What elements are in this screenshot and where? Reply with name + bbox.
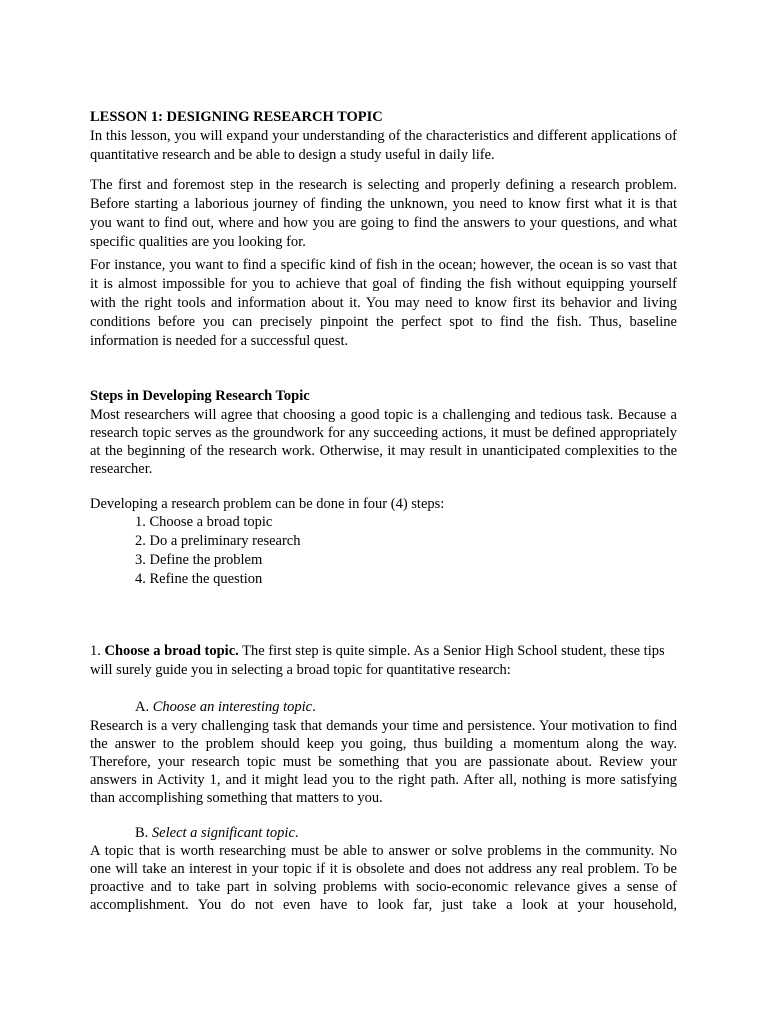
tip-a-letter: A.: [135, 699, 150, 715]
lesson-intro: In this lesson, you will expand your understanding of the characteristics and different applications of quantitative research and be able to design a study useful in daily life.: [90, 128, 677, 163]
tip-b-title: Select a significant topic: [151, 825, 295, 841]
step1-paragraph: [90, 642, 677, 680]
step1-text: The first step is quite simple. As a Senior High School student, these tips will surely guide you in selecting a broad topic for quantitative research:: [90, 643, 665, 678]
steps-intro-paragraph: Most researchers will agree that choosing a good topic is a challenging and tedious task. Because a research topic serves as the groundwork for any succeeding actions, it must be defined appropriately at the beginning of the research work. Otherwise, it may result in unanticipated complexities to the researcher.: [90, 407, 677, 477]
paragraph-research-problem: The first and foremost step in the research is selecting and properly defining a research problem. Before starting a laborious journey of finding the unknown, you need to know first what it is that you want to find out, where and how you are going to find the answers to your questions, and what specific qualities are you looking for.: [90, 177, 677, 250]
list-item: 1. Choose a broad topic: [135, 514, 273, 530]
tip-a-heading: A. Choose an interesting topic.: [135, 699, 316, 715]
lesson-title: LESSON 1: DESIGNING RESEARCH TOPIC: [90, 109, 383, 125]
tip-b-body: A topic that is worth researching must be able to answer or solve problems in the community. No one will take an interest in your topic if it is obsolete and does not address any real problem. To be proactive and to take part in solving problems with socio-economic relevance gives a sense of accomplishment. You do not even have to look far, just take a look at your household,: [90, 843, 677, 913]
steps-list-intro: Developing a research problem can be done in four (4) steps:: [90, 496, 445, 512]
paragraph-fish-analogy: For instance, you want to find a specific kind of fish in the ocean; however, the ocean is so vast that it is almost impossible for you to achieve that goal of finding the fish without equipping yourself with the right tools and information about it. You may need to know first its behavior and living conditions before you can precisely pinpoint the perfect spot to find the fish. Thus, baseline information is needed for a successful quest.: [90, 257, 677, 349]
list-item: 4. Refine the question: [135, 571, 263, 587]
tip-a-body: Research is a very challenging task that demands your time and persistence. Your motivation to find the answer to the problem should keep you going, thus building a momentum along the way. Therefore, your research topic must be something that you are passionate about. Review your answers in Activity 1, and it might lead you to the right path. After all, nothing is more satisfying than accomplishing something that matters to you.: [90, 718, 677, 806]
tip-a-title: Choose an interesting topic: [152, 699, 313, 715]
step1-number: 1.: [90, 643, 101, 659]
list-item: 2. Do a preliminary research: [135, 533, 301, 549]
list-item: 3. Define the problem: [135, 552, 263, 568]
step1-title: Choose a broad topic.: [104, 643, 239, 659]
tip-b-letter: B.: [135, 825, 149, 841]
tip-b-heading: B. Select a significant topic.: [135, 825, 299, 841]
steps-heading: Steps in Developing Research Topic: [90, 388, 310, 404]
